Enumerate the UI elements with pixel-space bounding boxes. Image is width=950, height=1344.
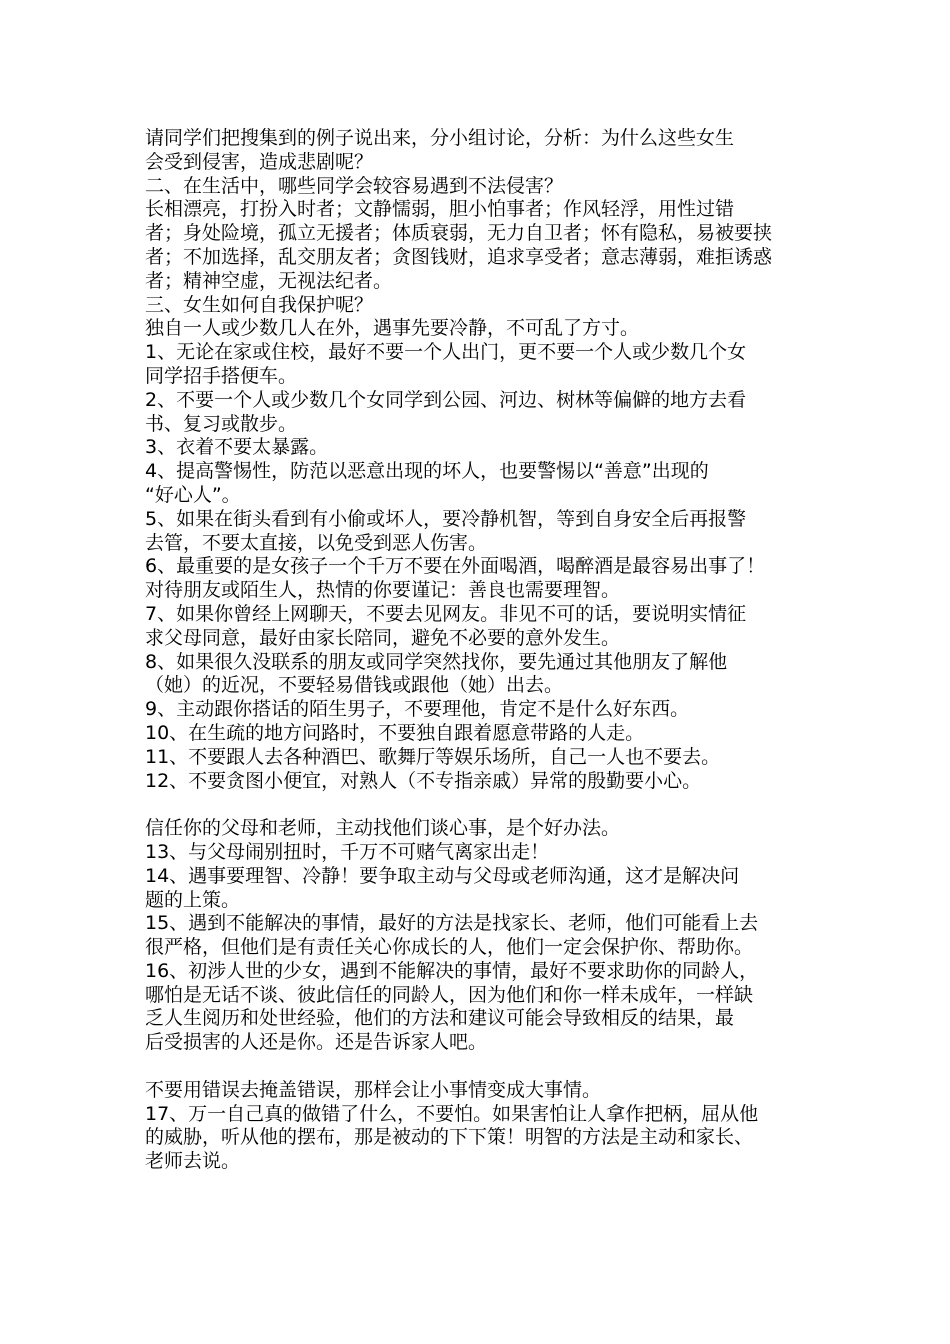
text-line: 的威胁，听从他的摆布，那是被动的下下策！明智的方法是主动和家长、: [145, 1126, 754, 1149]
text-line: 信任你的父母和老师，主动找他们谈心事，是个好办法。: [145, 817, 621, 840]
text-line: 长相漂亮，打扮入时者；文静懦弱，胆小怕事者；作风轻浮，用性过错: [145, 198, 735, 221]
text-line: 4、提高警惕性，防范以恶意出现的坏人，也要警惕以“善意”出现的: [145, 460, 709, 483]
text-line: 3、衣着不要太暴露。: [145, 436, 329, 459]
paragraph-gap: [145, 1055, 845, 1079]
text-line: 对待朋友或陌生人，热情的你要谨记：善良也需要理智。: [145, 579, 621, 602]
text-line: 者；不加选择，乱交朋友者；贪图钱财，追求享受者；意志薄弱，难拒诱惑: [145, 245, 773, 268]
text-line: 17、万一自己真的做错了什么，不要怕。如果害怕让人拿作把柄，屈从他: [145, 1102, 759, 1125]
text-line: 求父母同意，最好由家长陪同，避免不必要的意外发生。: [145, 626, 621, 649]
text-line: “好心人”。: [145, 483, 241, 506]
text-line: 15、遇到不能解决的事情，最好的方法是找家长、老师，他们可能看上去: [145, 912, 759, 935]
text-line: 16、初涉人世的少女，遇到不能解决的事情，最好不要求助你的同龄人，: [145, 959, 759, 982]
text-line: 1、无论在家或住校，最好不要一个人出门，更不要一个人或少数几个女: [145, 341, 747, 364]
text-line: 哪怕是无话不谈、彼此信任的同龄人，因为他们和你一样未成年，一样缺: [145, 983, 754, 1006]
text-line: 很严格，但他们是有责任关心你成长的人，他们一定会保护你、帮助你。: [145, 936, 754, 959]
text-line: 11、不要跟人去各种酒巴、歌舞厅等娱乐场所，自己一人也不要去。: [145, 745, 721, 768]
paragraph-gap: [145, 793, 845, 817]
text-line: （她）的近况，不要轻易借钱或跟他（她）出去。: [145, 674, 564, 697]
text-line: 去管，不要太直接，以免受到恶人伤害。: [145, 531, 488, 554]
text-line: 不要用错误去掩盖错误，那样会让小事情变成大事情。: [145, 1078, 602, 1101]
text-line: 三、女生如何自我保护呢？: [145, 293, 374, 316]
text-line: 题的上策。: [145, 888, 241, 911]
text-line: 8、如果很久没联系的朋友或同学突然找你，要先通过其他朋友了解他: [145, 650, 728, 673]
text-line: 6、最重要的是女孩子一个千万不要在外面喝酒，喝醉酒是最容易出事了！: [145, 555, 766, 578]
text-line: 者；身处险境，孤立无援者；体质衰弱，无力自卫者；怀有隐私，易被要挟: [145, 222, 773, 245]
text-line: 5、如果在街头看到有小偷或坏人，要冷静机智，等到自身安全后再报警: [145, 507, 747, 530]
document-body: [145, 127, 845, 1174]
text-line: 乏人生阅历和处世经验，他们的方法和建议可能会导致相反的结果，最: [145, 1007, 735, 1030]
text-line: 会受到侵害，造成悲剧呢？: [145, 150, 374, 173]
text-line: 同学招手搭便车。: [145, 364, 298, 387]
text-line: 二、在生活中，哪些同学会较容易遇到不法侵害？: [145, 174, 564, 197]
text-line: 12、不要贪图小便宜，对熟人（不专指亲戚）异常的殷勤要小心。: [145, 769, 702, 792]
text-line: 请同学们把搜集到的例子说出来，分小组讨论，分析：为什么这些女生: [145, 127, 735, 149]
text-line: 13、与父母闹别扭时，千万不可赌气离家出走！: [145, 840, 550, 863]
text-line: 后受损害的人还是你。还是告诉家人吧。: [145, 1031, 488, 1054]
text-line: 10、在生疏的地方问路时，不要独自跟着愿意带路的人走。: [145, 721, 645, 744]
text-line: 2、不要一个人或少数几个女同学到公园、河边、树林等偏僻的地方去看: [145, 388, 747, 411]
text-line: 者；精神空虚，无视法纪者。: [145, 269, 393, 292]
text-line: 7、如果你曾经上网聊天，不要去见网友。非见不可的话，要说明实情征: [145, 602, 747, 625]
text-line: 9、主动跟你搭话的陌生男子，不要理他，肯定不是什么好东西。: [145, 698, 690, 721]
text-line: 书、复习或散步。: [145, 412, 298, 435]
text-line: 14、遇事要理智、冷静！要争取主动与父母或老师沟通，这才是解决问: [145, 864, 740, 887]
text-line: 老师去说。: [145, 1150, 241, 1173]
text-line: 独自一人或少数几人在外，遇事先要冷静，不可乱了方寸。: [145, 317, 640, 340]
